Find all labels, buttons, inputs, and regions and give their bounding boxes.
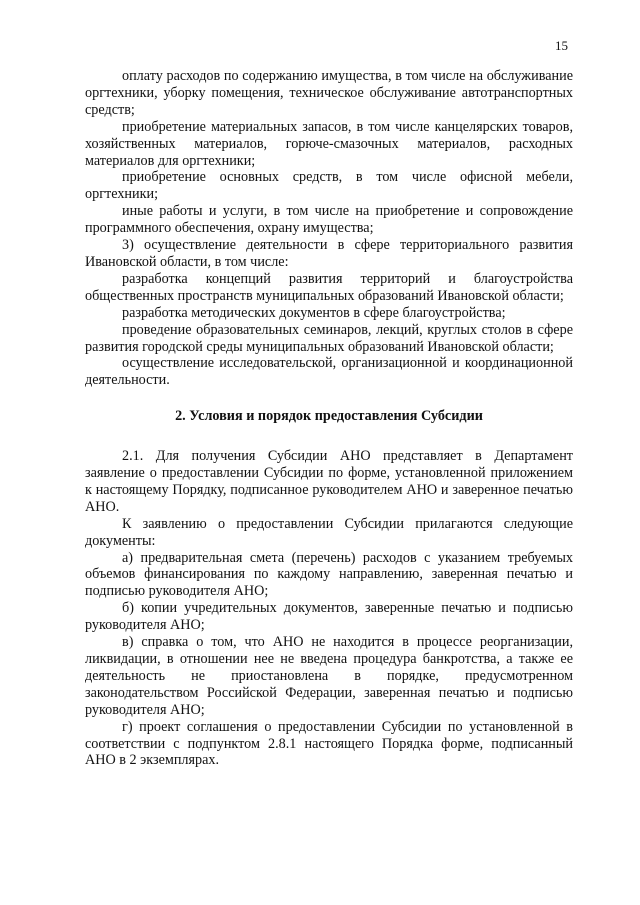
- page-content: [85, 68, 573, 769]
- section-paragraph: К заявлению о предоставлении Субсидии прилагаются следующие документы:: [85, 515, 573, 549]
- intro-paragraph: осуществление исследовательской, организационной и координационной деятельности.: [85, 355, 573, 389]
- page-number: 15: [555, 38, 568, 53]
- intro-paragraph: разработка методических документов в сфере благоустройства;: [122, 304, 506, 321]
- section-heading: 2. Условия и порядок предоставления Субсидии: [175, 408, 483, 425]
- intro-paragraph: проведение образовательных семинаров, лекций, круглых столов в сфере развития городской среды муниципальных образований Ивановской области;: [85, 321, 573, 355]
- section-paragraph: а) предварительная смета (перечень) расходов с указанием требуемых объемов финансирования по каждому направлению, заверенная печатью и подписью руководителя АНО;: [85, 549, 573, 600]
- intro-paragraph: приобретение материальных запасов, в том числе канцелярских товаров, хозяйственных материалов, горюче-смазочных материалов, расходных материалов для оргтехники;: [85, 118, 573, 169]
- intro-paragraph: оплату расходов по содержанию имущества, в том числе на обслуживание оргтехники, уборку помещения, техническое обслуживание автотранспортных средств;: [85, 68, 573, 118]
- section-paragraph: 2.1. Для получения Субсидии АНО представляет в Департамент заявление о предоставлении Субсидии по форме, установленной приложением к настоящему Порядку, подписанное руководителем АНО и заверенное печатью АНО.: [85, 448, 573, 515]
- section-paragraph: г) проект соглашения о предоставлении Субсидии по установленной в соответствии с подпунктом 2.8.1 настоящего Порядка форме, подписанный АНО в 2 экземплярах.: [85, 718, 573, 769]
- intro-paragraph: иные работы и услуги, в том числе на приобретение и сопровождение программного обеспечения, охрану имущества;: [85, 203, 573, 237]
- intro-paragraph: приобретение основных средств, в том числе офисной мебели, оргтехники;: [85, 169, 573, 203]
- section-paragraph: в) справка о том, что АНО не находится в процессе реорганизации, ликвидации, в отношении нее не введена процедура банкротства, а также ее деятельность не приостановлена в порядке, предусмотренном законодательством Российской Федерации, заверенная печатью и подписью руководителя АНО;: [85, 634, 573, 718]
- intro-paragraph: разработка концепций развития территорий и благоустройства общественных пространств муниципальных образований Ивановской области;: [85, 270, 573, 304]
- intro-paragraph: 3) осуществление деятельности в сфере территориального развития Ивановской области, в том числе:: [85, 237, 573, 270]
- section-paragraph: б) копии учредительных документов, заверенные печатью и подписью руководителя АНО;: [85, 600, 573, 634]
